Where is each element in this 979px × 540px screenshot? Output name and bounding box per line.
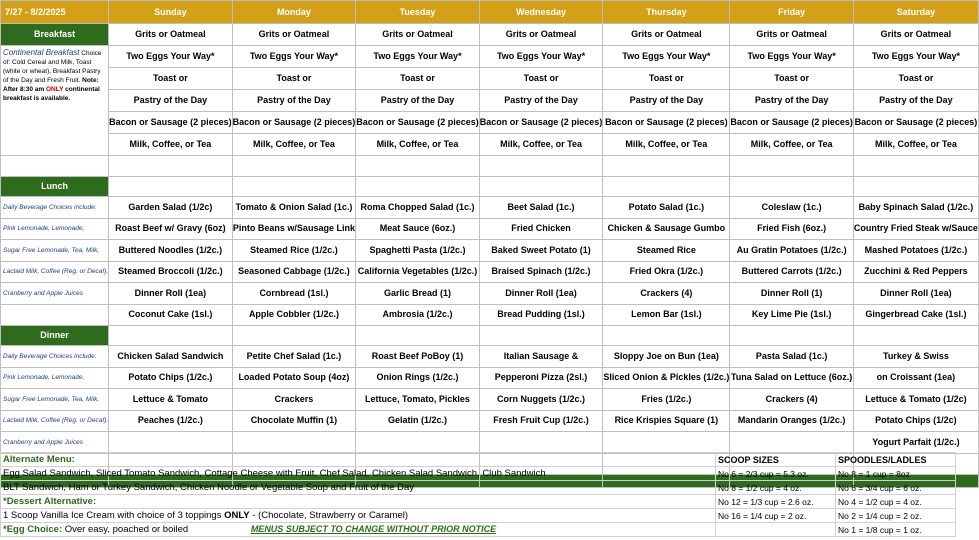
menu-item: Garlic Bread (1) <box>356 283 480 305</box>
menu-item: Milk, Coffee, or Tea <box>109 134 233 156</box>
menu-item: California Vegetables (1/2c.) <box>356 261 480 283</box>
empty-cell <box>109 177 233 197</box>
menu-item <box>232 432 356 454</box>
menu-item: Bacon or Sausage (2 pieces) <box>730 112 854 134</box>
dinner-label: Dinner <box>1 326 109 346</box>
beverage-note: Sugar Free Lemonade, Tea, Milk, <box>1 240 109 262</box>
menu-item: Baby Spinach Salad (1/2c.) <box>853 197 978 219</box>
empty-cell <box>232 156 356 177</box>
scoop-size: No 12 = 1/3 cup = 2.6 oz. <box>716 495 836 509</box>
empty-cell <box>356 326 480 346</box>
menu-item: Mandarin Oranges (1/2c.) <box>730 410 854 432</box>
menu-item: Toast or <box>109 68 233 90</box>
menu-item: Meat Sauce (6oz.) <box>356 218 480 240</box>
empty-cell <box>603 177 730 197</box>
dessert-pre: 1 Scoop Vanilla Ice Cream with choice of 3 toppings <box>3 510 225 521</box>
menu-item: Pastry of the Day <box>603 90 730 112</box>
empty-cell <box>730 177 854 197</box>
ladle-size: No 1 = 1/8 cup = 1 oz. <box>836 523 956 537</box>
menu-item: Fried Chicken <box>479 218 603 240</box>
menu-item: Two Eggs Your Way* <box>603 46 730 68</box>
menu-item: Milk, Coffee, or Tea <box>603 134 730 156</box>
menu-item: Apple Cobbler (1/2c.) <box>232 304 356 326</box>
menu-item: Garden Salad (1/2c) <box>109 197 233 219</box>
empty-cell <box>356 156 480 177</box>
menu-item: Beet Salad (1c.) <box>479 197 603 219</box>
menu-item: Two Eggs Your Way* <box>730 46 854 68</box>
menu-item: Roast Beef PoBoy (1) <box>356 346 480 368</box>
menu-item: Key Lime Pie (1sl.) <box>730 304 854 326</box>
menu-item: Crackers (4) <box>603 283 730 305</box>
menu-item: Bacon or Sausage (2 pieces) <box>356 112 480 134</box>
menu-item: Bacon or Sausage (2 pieces) <box>853 112 978 134</box>
menu-item: Potato Salad (1c.) <box>603 197 730 219</box>
menu-item: Au Gratin Potatoes (1/2c.) <box>730 240 854 262</box>
alternate-menu-title: Alternate Menu: <box>1 453 716 467</box>
day-header: Friday <box>730 1 854 24</box>
menu-item: Steamed Rice <box>603 240 730 262</box>
menu-item: Pepperoni Pizza (2sl.) <box>479 367 603 389</box>
footer-table <box>0 452 956 537</box>
menu-item: Bacon or Sausage (2 pieces) <box>603 112 730 134</box>
menu-item <box>109 432 233 454</box>
menu-item: Chocolate Muffin (1) <box>232 410 356 432</box>
empty-cell <box>730 156 854 177</box>
day-header: Tuesday <box>356 1 480 24</box>
menu-item: Potato Chips (1/2c.) <box>109 367 233 389</box>
breakfast-label: Breakfast <box>1 24 109 46</box>
beverage-note: Daily Beverage Choices include: <box>1 346 109 368</box>
dessert-alternative-title: *Dessert Alternative: <box>1 495 716 509</box>
beverage-note: Sugar Free Lemonade, Tea, Milk, <box>1 389 109 411</box>
beverage-note: Cranberry and Apple Juices <box>1 283 109 305</box>
egg-choice-title: *Egg Choice: <box>3 524 63 535</box>
ladle-size: No 4 = 1/2 cup = 4 oz. <box>836 495 956 509</box>
day-header: Wednesday <box>479 1 603 24</box>
menu-item: Milk, Coffee, or Tea <box>479 134 603 156</box>
menu-item: Rice Krispies Square (1) <box>603 410 730 432</box>
menu-item: Pastry of the Day <box>853 90 978 112</box>
menu-item: Potato Chips (1/2c) <box>853 410 978 432</box>
menu-item: Onion Rings (1/2c.) <box>356 367 480 389</box>
menu-item: Milk, Coffee, or Tea <box>730 134 854 156</box>
menu-item: Cornbread (1sl.) <box>232 283 356 305</box>
lunch-label: Lunch <box>1 177 109 197</box>
dessert-alternative-text <box>1 509 716 523</box>
menu-change-notice: MENUS SUBJECT TO CHANGE WITHOUT PRIOR NOTICE <box>250 524 497 534</box>
menu-item: Bacon or Sausage (2 pieces) <box>232 112 356 134</box>
menu-item: Petite Chef Salad (1c.) <box>232 346 356 368</box>
menu-item: Bacon or Sausage (2 pieces) <box>109 112 233 134</box>
empty-cell <box>479 326 603 346</box>
menu-item: Grits or Oatmeal <box>356 24 480 46</box>
menu-item <box>479 432 603 454</box>
menu-item: Toast or <box>603 68 730 90</box>
day-header: Thursday <box>603 1 730 24</box>
empty-cell <box>603 156 730 177</box>
menu-item: Two Eggs Your Way* <box>109 46 233 68</box>
menu-item: Grits or Oatmeal <box>730 24 854 46</box>
empty-cell <box>356 177 480 197</box>
menu-item: Toast or <box>730 68 854 90</box>
menu-item: Tomato & Onion Salad (1c.) <box>232 197 356 219</box>
ladle-size: No 6 = 3/4 cup = 6 oz. <box>836 481 956 495</box>
menu-item: Seasoned Cabbage (1/2c.) <box>232 261 356 283</box>
menu-item: Fried Okra (1/2c.) <box>603 261 730 283</box>
menu-item: Fried Fish (6oz.) <box>730 218 854 240</box>
menu-item: Pastry of the Day <box>232 90 356 112</box>
menu-item: Toast or <box>853 68 978 90</box>
menu-item: Ambrosia (1/2c.) <box>356 304 480 326</box>
beverage-note: Cranberry and Apple Juices <box>1 432 109 454</box>
menu-item: Yogurt Parfait (1/2c.) <box>853 432 978 454</box>
alternate-menu-line-2: BLT Sandwich, Ham or Turkey Sandwich, Chicken Noodle or Vegetable Soup and Fruit of the Day <box>1 481 716 495</box>
empty-cell <box>603 326 730 346</box>
alternate-menu-line-1: Egg Salad Sandwich, Sliced Tomato Sandwich, Cottage Cheese with Fruit, Chef Salad, Chicken Salad Sandwich, Club Sandwich <box>1 467 716 481</box>
menu-item: Dinner Roll (1ea) <box>109 283 233 305</box>
day-header: Monday <box>232 1 356 24</box>
menu-item: Steamed Rice (1/2c.) <box>232 240 356 262</box>
menu-item: Lemon Bar (1sl.) <box>603 304 730 326</box>
beverage-note: Daily Beverage Choices include: <box>1 197 109 219</box>
menu-item: Bacon or Sausage (2 pieces) <box>479 112 603 134</box>
menu-item: Crackers <box>232 389 356 411</box>
beverage-note: Lactaid Milk, Coffee (Reg. or Decaf), <box>1 261 109 283</box>
menu-item: Pinto Beans w/Sausage Link <box>232 218 356 240</box>
menu-item: Milk, Coffee, or Tea <box>853 134 978 156</box>
continental-title: Continental Breakfast <box>3 48 80 57</box>
continental-only: ONLY <box>46 86 64 93</box>
menu-item <box>603 432 730 454</box>
empty-cell <box>479 177 603 197</box>
menu-item: on Croissant (1ea) <box>853 367 978 389</box>
scoop-size: No 6 = 2/3 cup = 5.3 oz. <box>716 467 836 481</box>
continental-body: Choice of: Cold Cereal and Milk, Toast (white or wheat), Breakfast Pastry of the Day and Fresh Fruit. <box>3 50 102 84</box>
menu-item: Coleslaw (1c.) <box>730 197 854 219</box>
menu-item: Lettuce, Tomato, Pickles <box>356 389 480 411</box>
continental-note: Note: After 8:30 am <box>3 77 99 93</box>
menu-item: Mashed Potatoes (1/2c.) <box>853 240 978 262</box>
menu-item: Italian Sausage & <box>479 346 603 368</box>
menu-item: Pastry of the Day <box>109 90 233 112</box>
menu-item: Two Eggs Your Way* <box>853 46 978 68</box>
menu-item: Two Eggs Your Way* <box>479 46 603 68</box>
menu-item: Crackers (4) <box>730 389 854 411</box>
menu-item: Pasta Salad (1c.) <box>730 346 854 368</box>
menu-item: Bread Pudding (1sl.) <box>479 304 603 326</box>
menu-item: Buttered Noodles (1/2c.) <box>109 240 233 262</box>
menu-item: Two Eggs Your Way* <box>232 46 356 68</box>
menu-item: Loaded Potato Soup (4oz) <box>232 367 356 389</box>
menu-item: Grits or Oatmeal <box>603 24 730 46</box>
day-header: Sunday <box>109 1 233 24</box>
ladle-size: No 2 = 1/4 cup = 2 oz. <box>836 509 956 523</box>
menu-item: Steamed Broccoli (1/2c.) <box>109 261 233 283</box>
menu-item: Toast or <box>479 68 603 90</box>
ladles-title: SPOODLES/LADLES <box>836 453 956 467</box>
menu-item: Sliced Onion & Pickles (1/2c.) <box>603 367 730 389</box>
dessert-only: ONLY <box>224 510 250 521</box>
menu-item: Corn Nuggets (1/2c.) <box>479 389 603 411</box>
menu-item: Baked Sweet Potato (1) <box>479 240 603 262</box>
menu-item: Turkey & Swiss <box>853 346 978 368</box>
menu-item: Dinner Roll (1ea) <box>479 283 603 305</box>
menu-item: Pastry of the Day <box>730 90 854 112</box>
date-range: 7/27 - 8/2/2025 <box>1 1 109 24</box>
menu-item: Spaghetti Pasta (1/2c.) <box>356 240 480 262</box>
menu-item: Pastry of the Day <box>479 90 603 112</box>
menu-item: Grits or Oatmeal <box>853 24 978 46</box>
empty-cell <box>479 156 603 177</box>
menu-item: Grits or Oatmeal <box>232 24 356 46</box>
empty-cell <box>232 177 356 197</box>
menu-item: Milk, Coffee, or Tea <box>232 134 356 156</box>
menu-item: Toast or <box>232 68 356 90</box>
scoop-size: No 16 = 1/4 cup = 2 oz. <box>716 509 836 523</box>
menu-item: Milk, Coffee, or Tea <box>356 134 480 156</box>
beverage-note: Pink Lemonade, Lemonade, <box>1 218 109 240</box>
menu-item: Coconut Cake (1sl.) <box>109 304 233 326</box>
menu-item: Zucchini & Red Peppers <box>853 261 978 283</box>
menu-item: Pastry of the Day <box>356 90 480 112</box>
menu-item: Toast or <box>356 68 480 90</box>
menu-item: Chicken Salad Sandwich <box>109 346 233 368</box>
menu-item: Two Eggs Your Way* <box>356 46 480 68</box>
menu-item: Peaches (1/2c.) <box>109 410 233 432</box>
ladle-size: No 8 = 1 cup = 8oz <box>836 467 956 481</box>
empty-cell <box>109 156 233 177</box>
empty-cell <box>853 326 978 346</box>
empty-cell <box>730 326 854 346</box>
menu-item: Sloppy Joe on Bun (1ea) <box>603 346 730 368</box>
menu-item: Dinner Roll (1) <box>730 283 854 305</box>
egg-choice-text: Over easy, poached or boiled <box>62 524 189 535</box>
continental-breakfast-note <box>1 46 109 156</box>
menu-item: Dinner Roll (1ea) <box>853 283 978 305</box>
menu-item: Roast Beef w/ Gravy (6oz) <box>109 218 233 240</box>
menu-item <box>730 432 854 454</box>
menu-item: Grits or Oatmeal <box>479 24 603 46</box>
menu-item: Country Fried Steak w/Sauce <box>853 218 978 240</box>
scoop-size: No 8 = 1/2 cup = 4 oz. <box>716 481 836 495</box>
menu-item: Buttered Carrots (1/2c.) <box>730 261 854 283</box>
empty-cell <box>109 326 233 346</box>
day-header: Saturday <box>853 1 978 24</box>
beverage-note <box>1 304 109 326</box>
empty-cell <box>853 156 978 177</box>
menu-item: Roma Chopped Salad (1c.) <box>356 197 480 219</box>
scoop-sizes-title: SCOOP SIZES <box>716 453 836 467</box>
menu-item: Lettuce & Tomato (1/2c) <box>853 389 978 411</box>
menu-item: Tuna Salad on Lettuce (6oz.) <box>730 367 854 389</box>
empty-cell <box>853 177 978 197</box>
menu-item: Braised Spinach (1/2c.) <box>479 261 603 283</box>
menu-item <box>356 432 480 454</box>
menu-item: Chicken & Sausage Gumbo <box>603 218 730 240</box>
menu-item: Gingerbread Cake (1sl.) <box>853 304 978 326</box>
menu-item: Fries (1/2c.) <box>603 389 730 411</box>
empty-cell <box>716 523 836 537</box>
beverage-note: Lactaid Milk, Coffee (Reg. or Decaf), <box>1 410 109 432</box>
egg-choice-line <box>1 523 716 537</box>
empty-cell <box>232 326 356 346</box>
menu-item: Lettuce & Tomato <box>109 389 233 411</box>
menu-item: Fresh Fruit Cup (1/2c.) <box>479 410 603 432</box>
menu-item: Grits or Oatmeal <box>109 24 233 46</box>
menu-item: Gelatin (1/2c.) <box>356 410 480 432</box>
beverage-note: Pink Lemonade, Lemonade, <box>1 367 109 389</box>
empty-cell <box>1 156 109 177</box>
dessert-post: - (Chocolate, Strawberry or Caramel) <box>249 510 409 521</box>
continental-note-end: continental breakfast is available. <box>3 86 100 102</box>
